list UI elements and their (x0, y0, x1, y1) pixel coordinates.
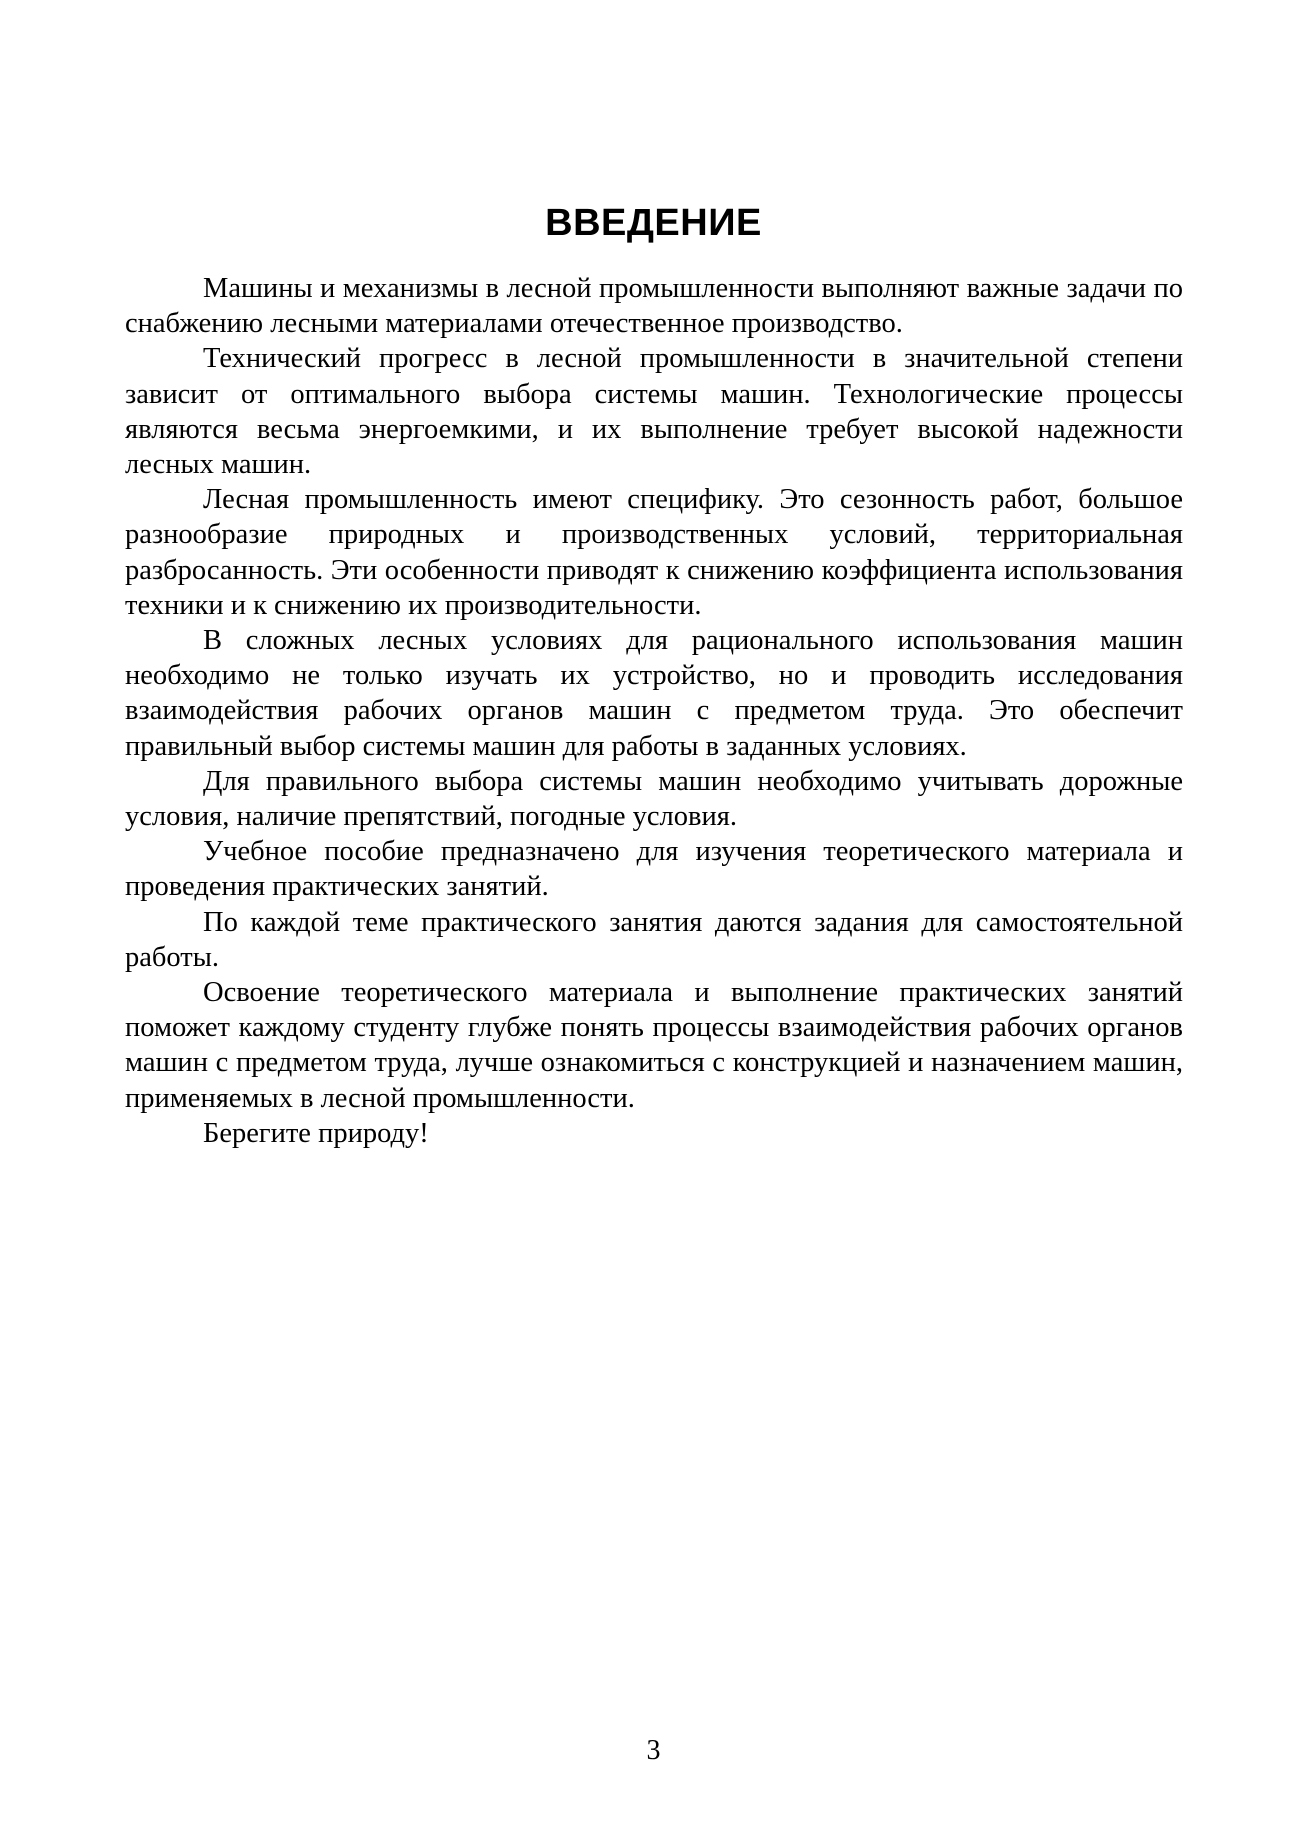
paragraph: В сложных лесных условиях для рационального использования машин необходимо не только изучать их устройство, но и проводить исследования взаимодействия рабочих органов машин с предметом труда. Это обеспечит правильный выбор системы машин для работы в заданных условиях. (125, 625, 1183, 762)
paragraph: Учебное пособие предназначено для изучения теоретического материала и проведения практических занятий. (125, 836, 1183, 903)
page-number: 3 (646, 1735, 661, 1766)
paragraph: Машины и механизмы в лесной промышленности выполняют важные задачи по снабжению лесными материалами отечественное производство. (125, 273, 1183, 340)
paragraph: Освоение теоретического материала и выполнение практических занятий поможет каждому студенту глубже понять процессы взаимодействия рабочих органов машин с предметом труда, лучше ознакомиться с конструкцией и назначением машин, применяемых в лесной промышленности. (125, 977, 1183, 1114)
paragraph: Для правильного выбора системы машин необходимо учитывать дорожные условия, наличие препятствий, погодные условия. (125, 765, 1183, 833)
paragraph: Берегите природу! (203, 1117, 429, 1149)
paragraph: Лесная промышленность имеют специфику. Это сезонность работ, большое разнообразие природных и производственных условий, территориальная разбросанность. Эти особенности приводят к снижению коэффициента использования техники и к снижению их производительности. (125, 484, 1183, 621)
page-title: ВВЕДЕНИЕ (545, 202, 762, 244)
paragraph: По каждой теме практического занятия даются задания для самостоятельной работы. (125, 906, 1183, 973)
body-text (125, 271, 1183, 1151)
paragraph: Технический прогресс в лесной промышленности в значительной степени зависит от оптимального выбора системы машин. Технологические процессы являются весьма энергоемкими, и их выполнение требует высокой надежности лесных машин. (125, 343, 1183, 481)
